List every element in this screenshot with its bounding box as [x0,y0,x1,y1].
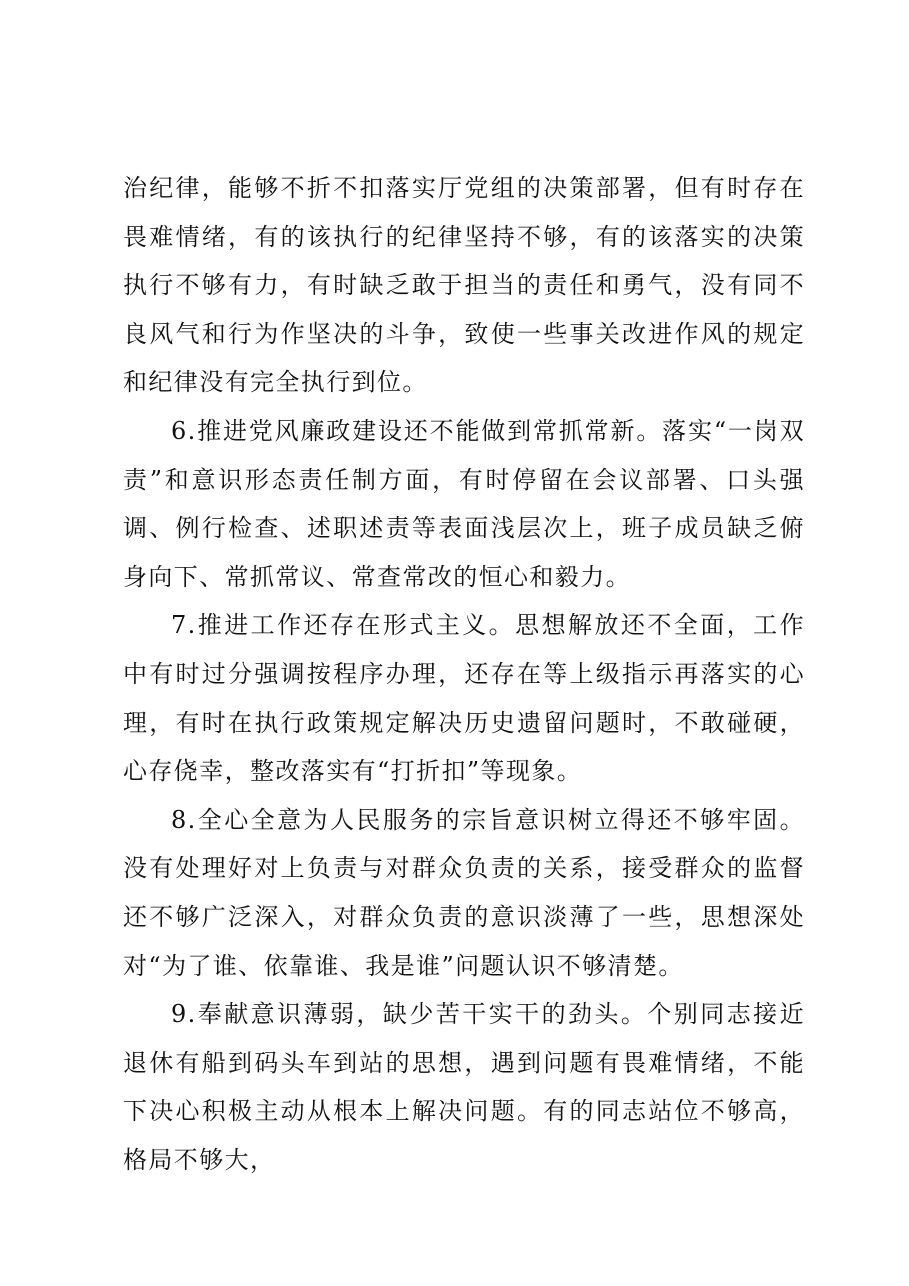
paragraph-item-8: 8.全心全意为人民服务的宗旨意识树立得还不够牢固。没有处理好对上负责与对群众负责的关系，接受群众的监督还不够广泛深入，对群众负责的意识淡薄了一些，思想深处对“为了谁、依靠谁、我是谁”问题认识不够清楚。 [123,805,805,980]
document-body [123,164,805,1184]
paragraph-item-9: 9.奉献意识薄弱，缺少苦干实干的劲头。个别同志接近退休有船到码头车到站的思想，遇到问题有畏难情绪，不能下决心积极主动从根本上解决问题。有的同志站位不够高，格局不够大， [123,1000,805,1174]
paragraph-continuation: 治纪律，能够不折不扣落实厅党组的决策部署，但有时存在畏难情绪，有的该执行的纪律坚持不够，有的该落实的决策执行不够有力，有时缺乏敢于担当的责任和勇气，没有同不良风气和行为作坚决的斗争，致使一些事关改进作风的规定和纪律没有完全执行到位。 [123,174,805,397]
paragraph-item-6: 6.推进党风廉政建设还不能做到常抓常新。落实“一岗双责”和意识形态责任制方面，有时停留在会议部署、口头强调、例行检查、述职述责等表面浅层次上，班子成员缺乏俯身向下、常抓常议、常查常改的恒心和毅力。 [123,416,805,591]
paragraph-item-7: 7.推进工作还存在形式主义。思想解放还不全面，工作中有时过分强调按程序办理，还存在等上级指示再落实的心理，有时在执行政策规定解决历史遗留问题时，不敢碰硬，心存侥幸，整改落实有“打折扣”等现象。 [123,611,805,786]
